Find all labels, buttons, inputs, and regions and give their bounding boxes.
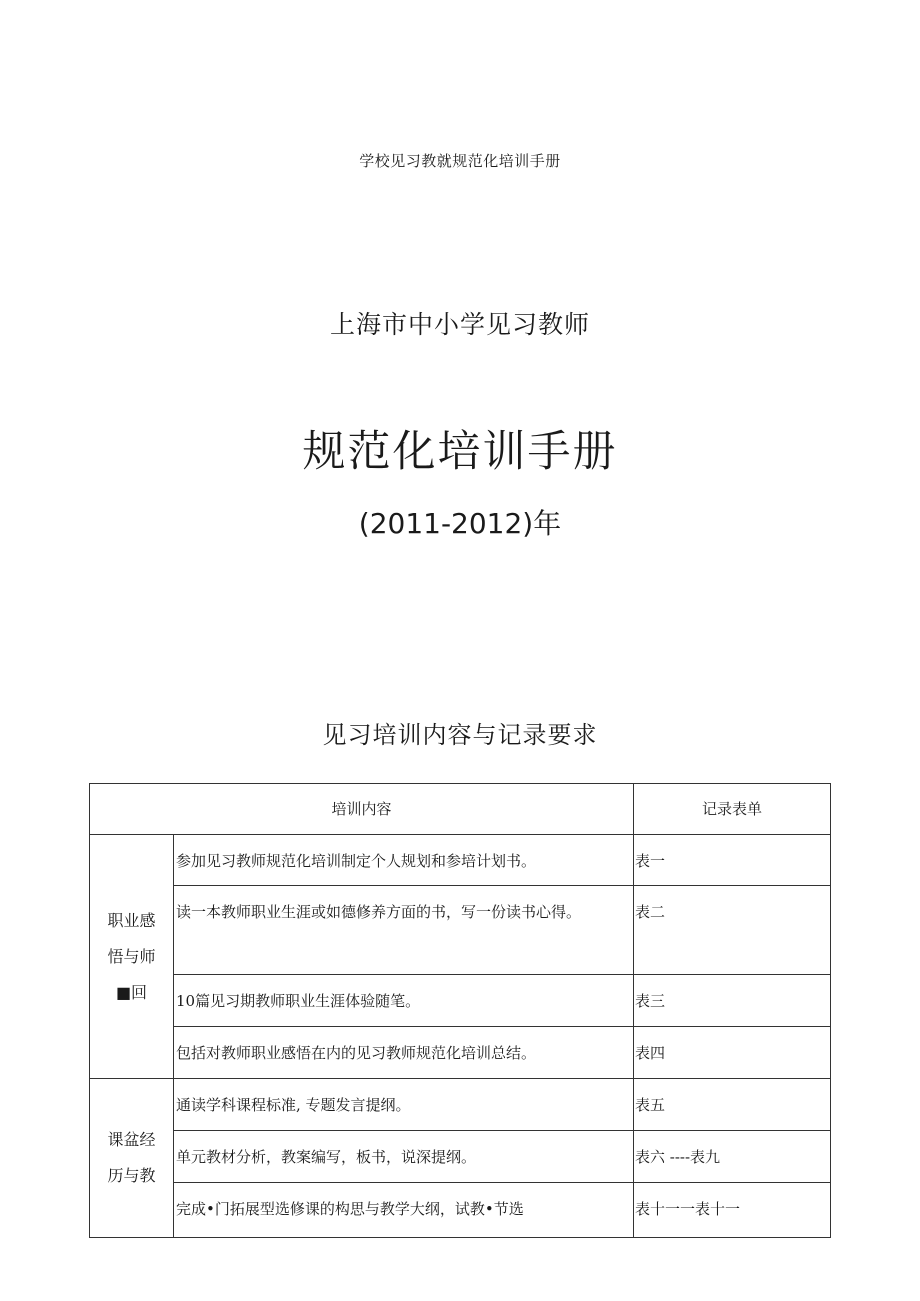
row-item: 单元教材分析，教案编写，板书，说深提纲。 xyxy=(174,1131,634,1183)
table-header-row xyxy=(90,784,831,835)
row-item: 完成•门拓展型选修课的构思与教学大纲，试教•节选 xyxy=(174,1183,634,1238)
document-year: (2011-2012)年 xyxy=(358,507,562,540)
training-requirements-table xyxy=(89,783,831,1238)
row-item: 10篇见习期教师职业生涯体验随笔。 xyxy=(174,975,634,1027)
document-title-line2: 规范化培训手册 xyxy=(302,427,618,477)
row-form: 表三 xyxy=(634,975,831,1027)
table-row xyxy=(90,1131,831,1183)
category-professional-insight xyxy=(90,835,174,1079)
table-row xyxy=(90,1027,831,1079)
row-form: 表一 xyxy=(634,835,831,886)
row-item: 包括对教师职业感悟在内的见习教师规范化培训总结。 xyxy=(174,1027,634,1079)
table-row xyxy=(90,1183,831,1238)
category-line: 职业感 xyxy=(107,910,156,930)
row-form: 表十一一表十一 xyxy=(634,1183,831,1238)
table-row xyxy=(90,1079,831,1131)
category-line: 悟与师 xyxy=(107,946,156,966)
row-form: 表四 xyxy=(634,1027,831,1079)
header-training-content: 培训内容 xyxy=(90,784,634,835)
header-record-form: 记录表单 xyxy=(634,784,831,835)
category-line: ■回 xyxy=(115,982,148,1002)
row-item: 参加见习教师规范化培训制定个人规划和参培计划书。 xyxy=(174,835,634,886)
row-form: 表六 ----表九 xyxy=(634,1131,831,1183)
row-item: 读一本教师职业生涯或如德修养方面的书，写一份读书心得。 xyxy=(174,886,634,975)
section-title: 见习培训内容与记录要求 xyxy=(322,721,598,749)
table-row xyxy=(90,835,831,886)
row-form: 表五 xyxy=(634,1079,831,1131)
table-row xyxy=(90,975,831,1027)
row-form: 表二 xyxy=(634,886,831,975)
category-line: 课盆经 xyxy=(107,1130,156,1149)
category-line: 历与教 xyxy=(107,1166,156,1185)
running-header: 学校见习教就规范化培训手册 xyxy=(359,152,561,170)
row-item: 通读学科课程标准, 专题发言提纲。 xyxy=(174,1079,634,1131)
category-classroom-experience xyxy=(90,1079,174,1238)
document-title-line1: 上海市中小学见习教师 xyxy=(329,310,590,339)
table-row xyxy=(90,886,831,975)
